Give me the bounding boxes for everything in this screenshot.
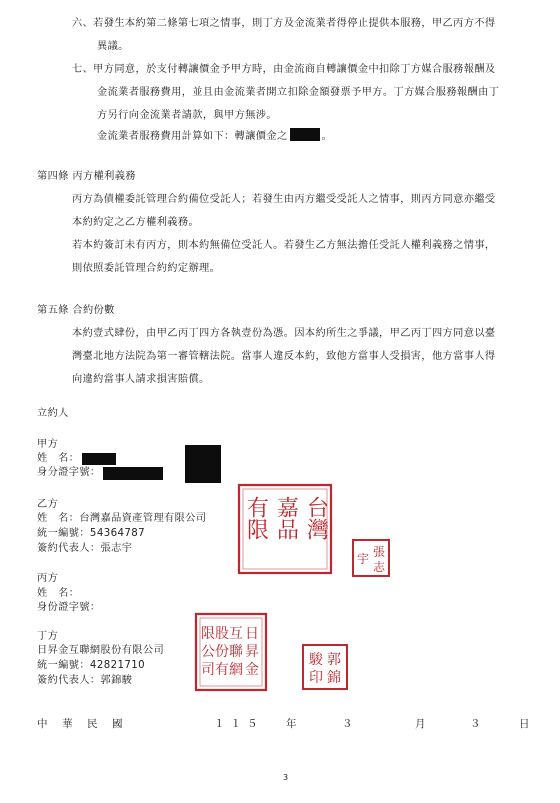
svg-text:聯: 聯	[229, 644, 243, 660]
svg-text:司: 司	[201, 662, 215, 678]
svg-text:日: 日	[245, 626, 259, 642]
article-5-line-1: 本約壹式肆份，由甲乙丙丁四方各執壹份為憑。因本約所生之爭議，甲乙丙丁四方同意以臺	[72, 328, 496, 339]
clause-6-line-2: 異議。	[97, 41, 129, 52]
article-5-line-3: 向違約當事人請求損害賠償。	[72, 374, 210, 385]
page-number: 3	[283, 773, 289, 782]
article-5-line-2: 灣臺北地方法院為第一審管轄法院。當事人違反本約，致他方當事人受損害，他方當事人得	[72, 351, 496, 362]
clause-7-line-1: 七、甲方同意，於支付轉讓價金予甲方時，由金流商自轉讓價金中扣除丁方媒合服務報酬及	[72, 64, 496, 75]
redacted-fee	[290, 128, 320, 141]
date-day-unit: 日	[519, 718, 530, 730]
svg-text:有限: 有限	[243, 496, 269, 540]
fee-end: 。	[321, 131, 333, 142]
party-d-name: 日昇金互聯網股份有限公司	[37, 645, 165, 656]
clause-7-line-4	[97, 128, 332, 144]
clause-7-line-2: 金流業者服務費用，並且由金流業者開立扣除金額發票予甲方。丁方媒合服務報酬由丁	[97, 87, 500, 98]
redacted-party-a-seal	[185, 445, 221, 483]
svg-text:錦: 錦	[327, 670, 341, 686]
redacted-party-a-name	[82, 453, 116, 465]
party-d-tax-id: 統一編號：42821710	[37, 660, 145, 671]
date-char-1: 中	[37, 718, 48, 730]
svg-text:宇: 宇	[356, 552, 370, 566]
date-year: １１５	[214, 718, 264, 730]
date-year-unit: 年	[286, 718, 297, 730]
party-b-tax-id: 統一編號：54364787	[37, 528, 145, 539]
party-c-title: 丙方	[37, 573, 59, 584]
redacted-party-a-id	[103, 467, 163, 480]
svg-text:印: 印	[309, 670, 323, 686]
article-4-p2-line-1: 若本約簽訂未有丙方，則本約無備位受託人。若發生乙方無法擔任受託人權利義務之情事，	[72, 240, 496, 251]
signers-heading: 立約人	[37, 408, 69, 419]
svg-text:駿: 駿	[309, 652, 323, 668]
article-4-p2-line-2: 則依照委託管理合約約定辦理。	[72, 263, 221, 274]
svg-text:郭: 郭	[327, 652, 341, 668]
party-b-representative: 簽約代表人：張志宇	[37, 543, 133, 554]
svg-text:金: 金	[245, 662, 259, 678]
party-c-name-label: 姓 名：	[37, 588, 80, 599]
svg-text:股: 股	[215, 626, 229, 642]
article-5-heading: 第五條 合約份數	[37, 305, 115, 316]
date-month: ３	[342, 718, 353, 730]
svg-text:昇: 昇	[245, 644, 259, 660]
article-4-p1-line-2: 本約約定之乙方權利義務。	[72, 217, 200, 228]
article-4-p1-line-1: 丙方為債權委託管理合約備位受託人；若發生由丙方繼受受託人之情事，則丙方同意亦繼受	[72, 194, 496, 205]
party-b-company-seal	[236, 482, 334, 576]
party-d-title: 丁方	[37, 631, 59, 642]
seal-b-col-1: 台灣	[303, 496, 329, 540]
party-d-company-seal	[194, 612, 268, 692]
clause-6-line-1: 六、若發生本約第二條第七項之情事，則丁方及金流業者得停止提供本服務，甲乙丙方不得	[72, 18, 496, 29]
svg-text:嘉品: 嘉品	[273, 496, 299, 540]
svg-text:份: 份	[215, 644, 229, 660]
article-4-heading: 第四條 丙方權利義務	[37, 171, 136, 182]
svg-text:公: 公	[201, 644, 215, 660]
date-month-unit: 月	[415, 718, 426, 730]
party-b-name: 姓 名：台灣嘉品資產管理有限公司	[37, 513, 207, 524]
party-a-id-label: 身分證字號：	[37, 467, 101, 478]
svg-text:志: 志	[372, 560, 386, 574]
party-c-id-label: 身份證字號：	[37, 602, 101, 613]
svg-text:互: 互	[229, 626, 243, 642]
party-b-personal-seal	[351, 538, 391, 578]
clause-7-line-3: 方另行向金流業者請款，與甲方無涉。	[97, 110, 277, 121]
svg-text:限: 限	[201, 626, 215, 642]
fee-text: 金流業者服務費用計算如下：轉讓價金之	[97, 131, 288, 142]
date-char-4: 國	[112, 718, 123, 730]
date-char-2: 華	[62, 718, 73, 730]
svg-text:有: 有	[215, 662, 229, 678]
party-a-title: 甲方	[37, 439, 59, 450]
date-char-3: 民	[87, 718, 98, 730]
svg-text:網: 網	[229, 662, 243, 678]
svg-text:張: 張	[372, 545, 386, 559]
date-day: ３	[470, 718, 481, 730]
party-d-representative: 簽約代表人：郭錦駿	[37, 675, 133, 686]
party-d-personal-seal	[301, 643, 349, 691]
party-b-title: 乙方	[37, 499, 59, 510]
party-a-name-label: 姓 名：	[37, 453, 80, 464]
